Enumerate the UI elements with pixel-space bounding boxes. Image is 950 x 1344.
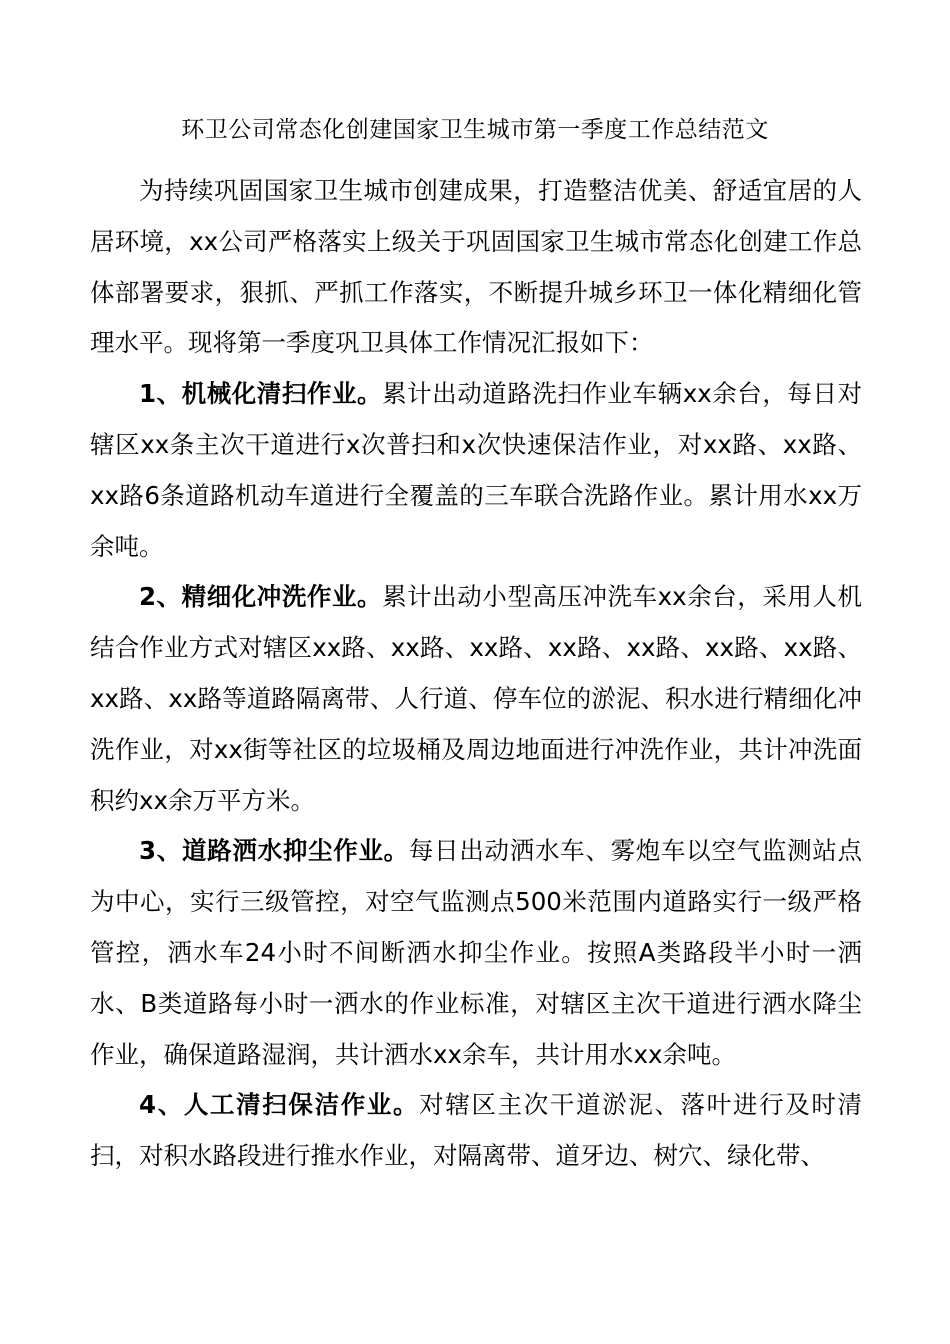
section-heading: 3、道路洒水抑尘作业。 <box>139 836 409 866</box>
section-paragraph-2 <box>90 572 862 826</box>
section-text: 累计出动道路洗扫作业车辆xx余台，每日对辖区xx条主次干道进行x次普扫和x次快速保洁作业，对xx路、xx路、xx路6条道路机动车道进行全覆盖的三车联合洗路作业。累计用水xx万余吨。 <box>90 379 863 561</box>
section-text: 对辖区主次干道淤泥、落叶进行及时清扫，对积水路段进行推水作业，对隔离带、道牙边、树穴、绿化带、 <box>90 1090 863 1171</box>
section-paragraph-3 <box>90 826 862 1080</box>
section-heading: 2、精细化冲洗作业。 <box>139 582 383 612</box>
section-heading: 1、机械化清扫作业。 <box>139 379 383 409</box>
document-body <box>90 166 862 1182</box>
section-text: 每日出动洒水车、雾炮车以空气监测站点为中心，实行三级管控，对空气监测点500米范围内道路实行一级严格管控，洒水车24小时不间断洒水抑尘作业。按照A类路段半小时一洒水、B类道路每小时一洒水的作业标准，对辖区主次干道进行洒水降尘作业，确保道路湿润，共计洒水xx余车，共计用水xx余吨。 <box>90 836 863 1069</box>
section-paragraph-4 <box>90 1080 862 1182</box>
section-heading: 4、人工清扫保洁作业。 <box>139 1090 420 1120</box>
document-title: 环卫公司常态化创建国家卫生城市第一季度工作总结范文 <box>181 117 769 143</box>
section-text: 累计出动小型高压冲洗车xx余台，采用人机结合作业方式对辖区xx路、xx路、xx路、xx路、xx路、xx路、xx路、xx路、xx路等道路隔离带、人行道、停车位的淤泥、积水进行精细化冲洗作业，对xx街等社区的垃圾桶及周边地面进行冲洗作业，共计冲洗面积约xx余万平方米。 <box>90 582 863 815</box>
section-paragraph-1 <box>90 369 862 572</box>
intro-paragraph: 为持续巩固国家卫生城市创建成果，打造整洁优美、舒适宜居的人居环境，xx公司严格落实上级关于巩固国家卫生城市常态化创建工作总体部署要求，狠抓、严抓工作落实，不断提升城乡环卫一体化精细化管理水平。现将第一季度巩卫具体工作情况汇报如下： <box>90 176 862 358</box>
